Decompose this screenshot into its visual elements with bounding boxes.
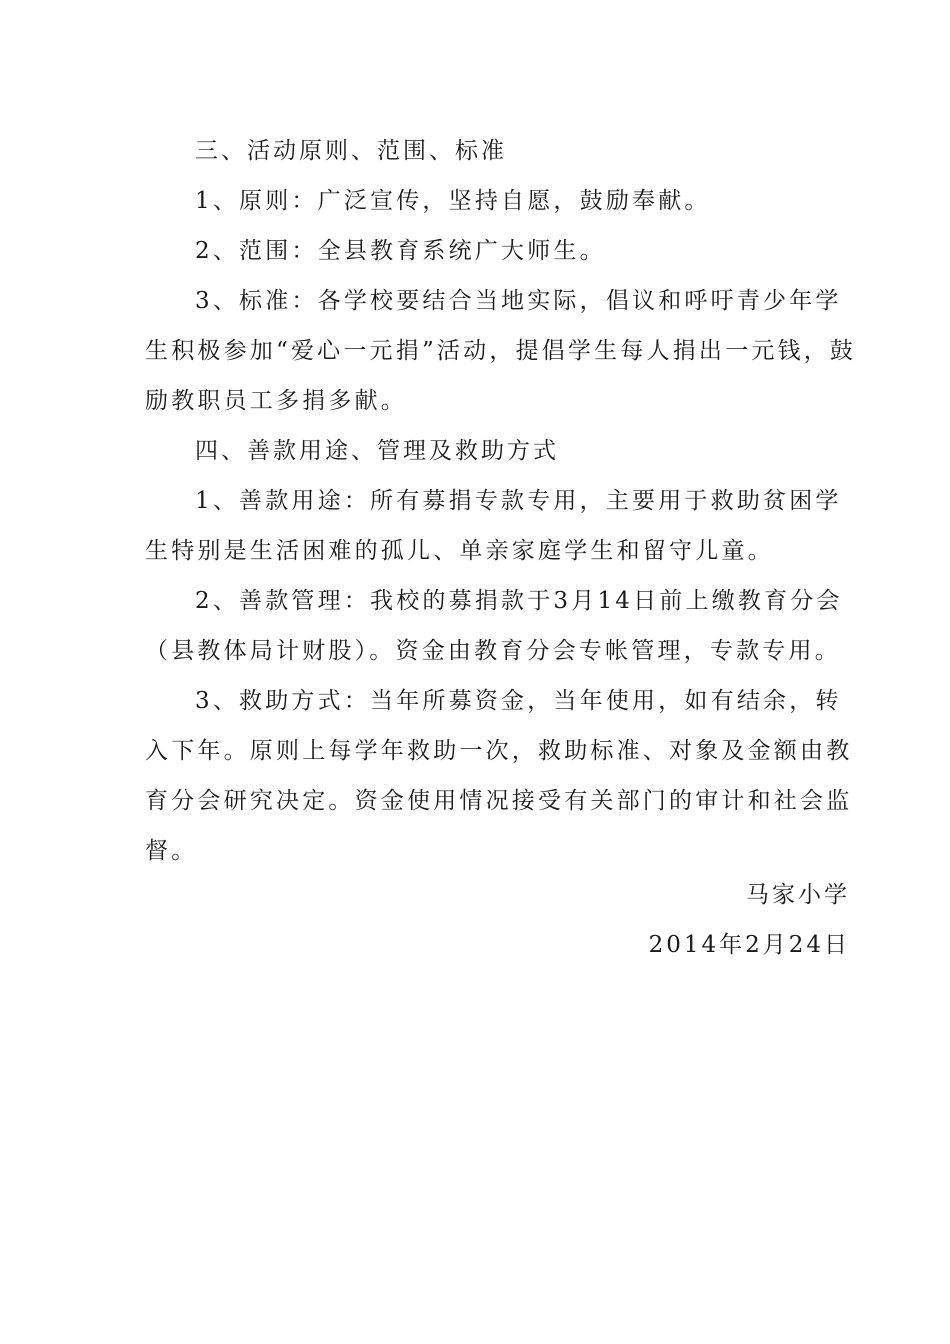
- signature-block: [649, 870, 850, 970]
- paragraph-principle: 1、原则：广泛宣传，坚持自愿，鼓励奉献。: [195, 188, 711, 214]
- signature-date: 2014年2月24日: [648, 932, 850, 958]
- section-heading-funds: 四、善款用途、管理及救助方式: [195, 438, 559, 464]
- paragraph-standard: 3、标准：各学校要结合当地实际，倡议和呼吁青少年学生积极参加“爱心一元捐”活动，提倡学生每人捐出一元钱，鼓励教职员工多捐多献。: [145, 288, 857, 414]
- paragraph-aid-method: 3、救助方式：当年所募资金，当年使用，如有结余，转入下年。原则上每学年救助一次，救助标准、对象及金额由教育分会研究决定。资金使用情况接受有关部门的审计和社会监督。: [145, 688, 853, 864]
- paragraph-fund-usage: 1、善款用途：所有募捐专款专用，主要用于救助贫困学生特别是生活困难的孤儿、单亲家庭学生和留守儿童。: [145, 488, 842, 564]
- signature-organization: 马家小学: [746, 882, 850, 908]
- paragraph-scope: 2、范围：全县教育系统广大师生。: [195, 238, 606, 264]
- paragraph-fund-management: 2、善款管理：我校的募捐款于3月14日前上缴教育分会（县教体局计财股）。资金由教育分会专帐管理，专款专用。: [145, 588, 843, 664]
- section-heading-principles: 三、活动原则、范围、标准: [195, 138, 507, 164]
- document-body: [145, 126, 860, 876]
